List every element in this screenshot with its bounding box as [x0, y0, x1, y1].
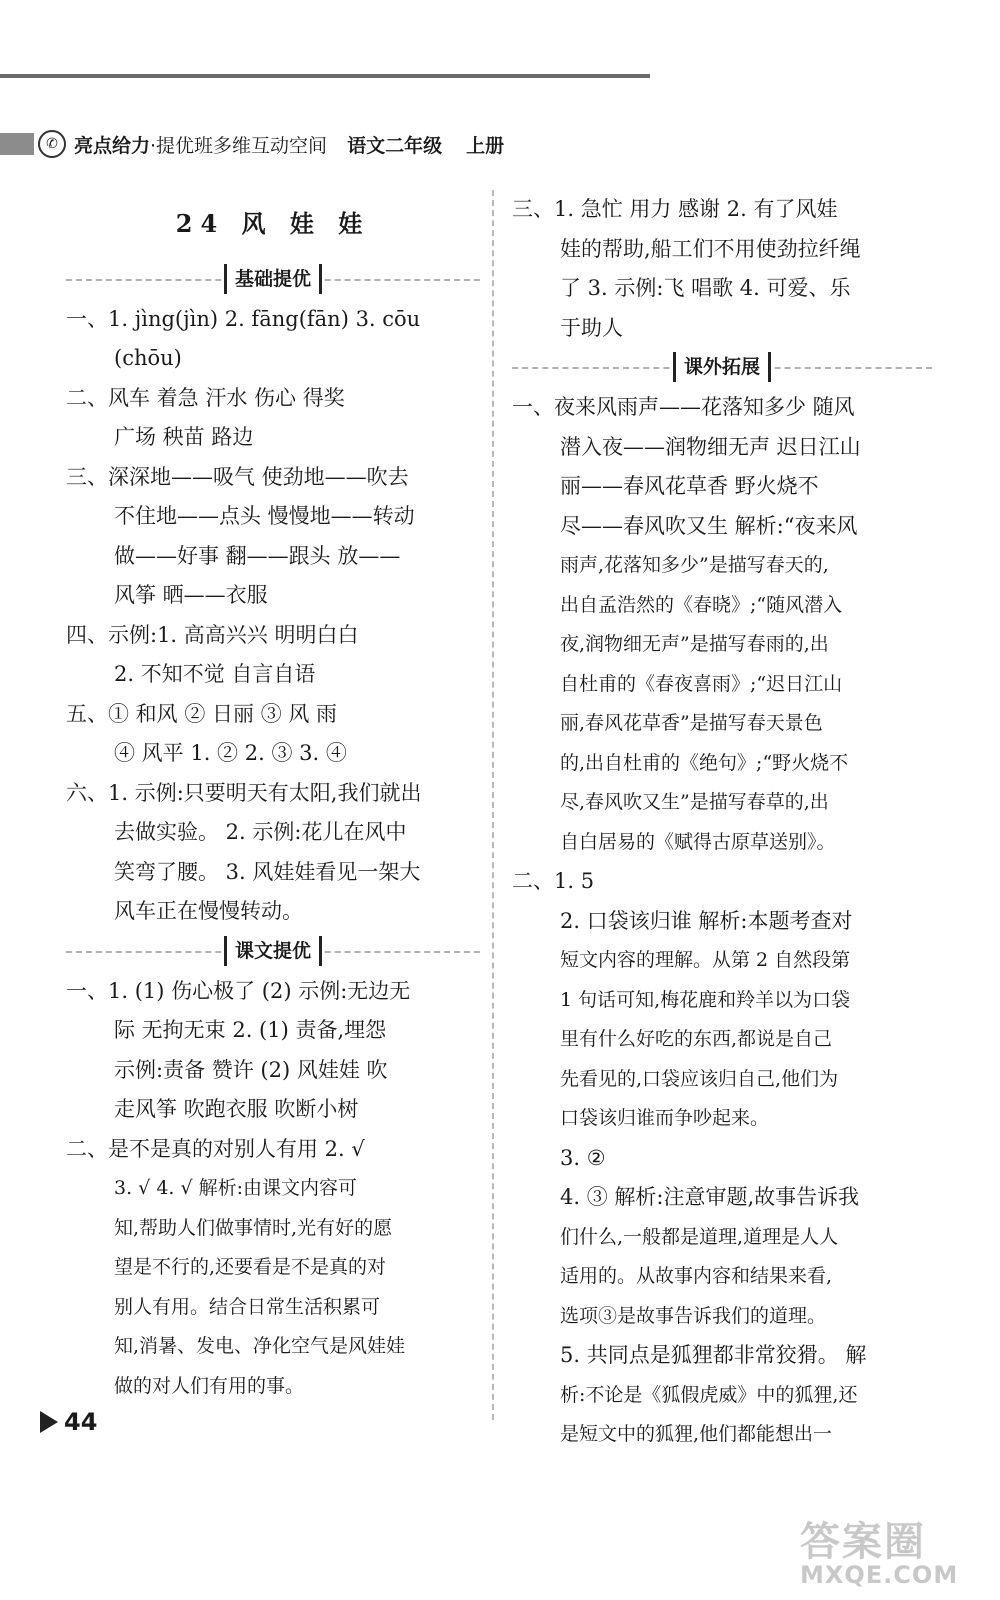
answer-line: 做——好事 翻——跟头 放——	[114, 543, 401, 568]
answer-line: 适用的。从故事内容和结果来看,	[560, 1265, 833, 1287]
answer-line: 们什么,一般都是道理,道理是人人	[560, 1225, 839, 1248]
answer-line: 广场 秧苗 路边	[114, 425, 254, 449]
section-header-text	[66, 936, 480, 966]
answer-line: 里有什么好吃的东西,都说是自己	[560, 1028, 833, 1050]
right-column	[512, 190, 932, 1455]
answer-line: 望是不行的,还要看是不是真的对	[114, 1256, 387, 1278]
answer-line: 四、示例:1. 高高兴兴 明明白白	[66, 622, 359, 647]
header-bar	[0, 133, 34, 155]
running-header	[0, 126, 504, 162]
answer-line: 二、是不是真的对别人有用 2. √	[66, 1136, 365, 1161]
answer-line: 丽——春风花草香 野火烧不	[560, 474, 819, 498]
section-header-basic	[66, 264, 480, 294]
answer-line: 选项③是故事告诉我们的道理。	[560, 1304, 827, 1327]
answer-line: 五、① 和风 ② 日丽 ③ 风 雨	[66, 701, 338, 726]
section-label: 基础提优	[224, 264, 322, 294]
answer-line: 先看见的,口袋应该归自己,他们为	[560, 1067, 839, 1090]
answer-line: 一、夜来风雨声——花落知多少 随风	[512, 395, 855, 419]
answer-line: 去做实验。 2. 示例:花儿在风中	[114, 820, 407, 844]
answer-line: 出自孟浩然的《春晓》;“随风潜入	[560, 593, 843, 616]
answer-line: 一、1. jìng(jìn) 2. fāng(fān) 3. cōu	[66, 306, 421, 331]
answer-line: 2. 口袋该归谁 解析:本题考查对	[560, 908, 853, 933]
answer-line: 一、1. (1) 伤心极了 (2) 示例:无边无	[66, 978, 411, 1003]
answer-line: 不住地——点头 慢慢地——转动	[114, 504, 415, 528]
answer-line: 析:不论是《狐假虎威》中的狐狸,还	[560, 1383, 858, 1406]
page-number-text: 44	[64, 1408, 98, 1436]
answer-line: 知,帮助人们做事情时,光有好的愿	[114, 1216, 393, 1239]
answer-line: 的,出自杜甫的《绝句》;“野火烧不	[560, 751, 849, 774]
answer-line: 知,消暑、发电、净化空气是风娃娃	[114, 1335, 406, 1357]
answer-line: 做的对人们有用的事。	[114, 1374, 305, 1397]
answer-line: 潜入夜——润物细无声 迟日江山	[560, 434, 861, 459]
answer-line: 3. √ 4. √ 解析:由课文内容可	[114, 1177, 358, 1199]
answer-line: 风车正在慢慢转动。	[114, 899, 303, 923]
column-divider	[492, 190, 494, 1420]
header-series: ·提优班多维互动空间	[150, 134, 328, 157]
phone-logo-icon: ✆	[38, 130, 66, 158]
answer-line: 口袋该归谁而争吵起来。	[560, 1107, 770, 1129]
answer-line: 短文内容的理解。从第 2 自然段第	[560, 949, 851, 971]
answer-line: 4. ③ 解析:注意审题,故事告诉我	[560, 1185, 860, 1209]
watermark	[800, 1510, 958, 1589]
answer-line: 走风筝 吹跑衣服 吹断小树	[114, 1097, 359, 1121]
play-triangle-icon	[40, 1411, 58, 1433]
watermark-url: MXQE.COM	[800, 1561, 959, 1589]
answer-line: ④ 风平 1. ② 2. ③ 3. ④	[114, 741, 347, 765]
section-header-extension	[512, 352, 932, 382]
answer-line: (chōu)	[114, 346, 182, 370]
lesson-title: 24 风 娃 娃	[175, 209, 371, 238]
answer-line: 尽,春风吹又生”是描写春草的,出	[560, 791, 829, 813]
answer-line: 于助人	[560, 315, 623, 340]
header-volume: 上册	[466, 134, 505, 157]
left-column	[66, 190, 480, 1406]
answer-line: 是短文中的狐狸,他们都能想出一	[560, 1423, 833, 1445]
text-answers	[66, 972, 480, 1407]
answer-line: 自杜甫的《春夜喜雨》;“迟日江山	[560, 672, 843, 695]
answer-line: 自白居易的《赋得古原草送别》。	[560, 830, 836, 853]
answer-line: 丽,春风花草香”是描写春天景色	[560, 712, 823, 734]
answer-line: 六、1. 示例:只要明天有太阳,我们就出	[66, 780, 422, 805]
basic-answers	[66, 300, 480, 932]
watermark-text: 答案圈	[800, 1519, 926, 1565]
section-label: 课文提优	[224, 936, 322, 966]
answer-line: 三、1. 急忙 用力 感谢 2. 有了风娃	[512, 197, 838, 221]
answer-line: 5. 共同点是狐狸都非常狡猾。 解	[560, 1343, 867, 1367]
answer-line: 三、深深地——吸气 使劲地——吹去	[66, 464, 409, 489]
answer-line: 2. 不知不觉 自言自语	[114, 662, 316, 686]
answer-line: 笑弯了腰。 3. 风娃娃看见一架大	[114, 859, 421, 884]
page-number	[40, 1408, 97, 1436]
answer-line: 娃的帮助,船工们不用使劲拉纤绳	[560, 236, 861, 261]
section-label: 课外拓展	[673, 352, 771, 382]
answer-line: 雨声,花落知多少”是描写春天的,	[560, 554, 829, 576]
answer-line: 别人有用。结合日常生活积累可	[114, 1295, 381, 1318]
answer-line: 1 句话可知,梅花鹿和羚羊以为口袋	[560, 988, 851, 1011]
answer-line: 二、1. 5	[512, 869, 595, 893]
answer-line: 夜,润物细无声”是描写春雨的,出	[560, 633, 829, 655]
answer-line: 了 3. 示例:飞 唱歌 4. 可爱、乐	[560, 276, 851, 300]
header-brand: 亮点给力	[74, 134, 151, 157]
answer-line: 示例:责备 赞许 (2) 风娃娃 吹	[114, 1057, 388, 1082]
answer-line: 风筝 晒——衣服	[114, 583, 268, 607]
answer-line: 3. ②	[560, 1145, 606, 1170]
text-answers-cont	[512, 190, 932, 348]
answer-line: 二、风车 着急 汗水 伤心 得奖	[66, 385, 345, 410]
extension-answers	[512, 388, 932, 1455]
answer-line: 际 无拘无束 2. (1) 责备,埋怨	[114, 1018, 387, 1042]
answer-line: 尽——春风吹又生 解析:“夜来风	[560, 513, 858, 538]
top-rule	[0, 74, 650, 78]
header-subject: 语文二年级	[347, 134, 443, 157]
